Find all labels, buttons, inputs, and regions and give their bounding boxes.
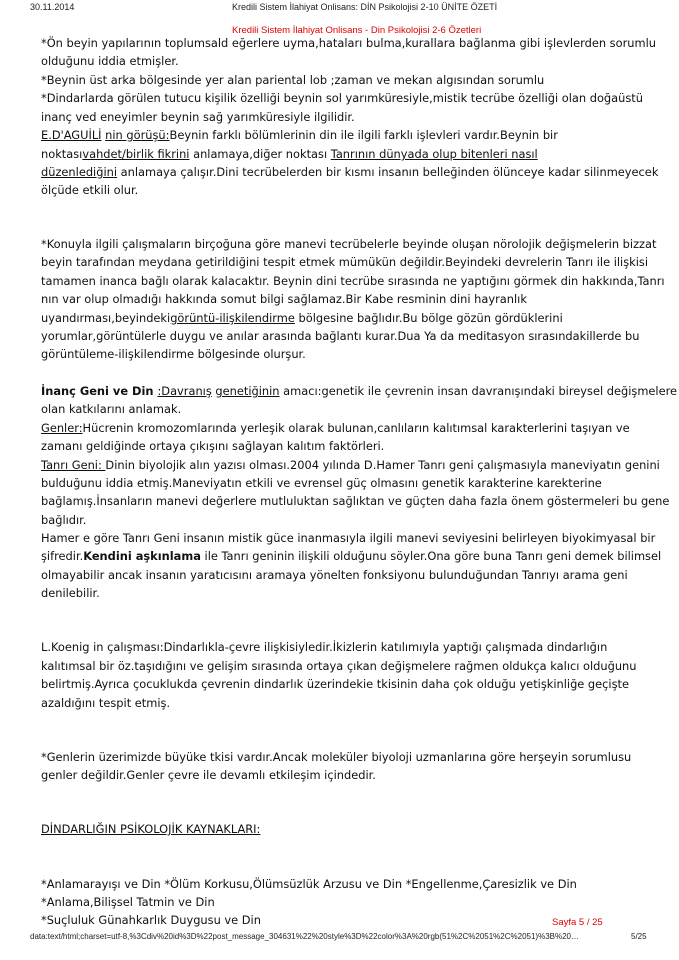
list-item: *Anlama,Bilişsel Tatmin ve Din xyxy=(41,895,215,909)
paragraph: E.D'AGUİLİ nin görüşü:Beynin farklı bölümlerinin din ile ilgili farklı işlevleri vardır.Beynin bir xyxy=(41,128,558,142)
paragraph: beyin tarafından meydana getirildiğini tespit etmek mümükün değildir.Beyindeki devrelerin Tanrı ile ilişkisi xyxy=(41,255,648,269)
paragraph: noktasıvahdet/birlik fikrini anlamaya,diğer noktası Tanrının dünyada olup bitenleri nasıl xyxy=(41,147,538,161)
paragraph: *Ön beyin yapılarının toplumsald eğerlere uyma,hataları bulma,kurallara bağlanma gibi işlevlerden sorumlu xyxy=(41,36,656,50)
paragraph: azaldığını tespit etmiş. xyxy=(41,696,171,710)
underlined-term: Genler: xyxy=(41,421,83,435)
print-page-count: 5/25 xyxy=(631,932,647,941)
section-heading: DİNDARLIĞIN PSİKOLOJİK KAYNAKLARI: xyxy=(41,822,261,836)
paragraph: L.Koenig in çalışması:Dindarlıkla-çevre ilişkisiyledir.İkizlerin katılımıyla yaptığı çalışmada dindarlığın xyxy=(41,640,608,654)
paragraph: görüntüleme-ilişkilendirme bölgesinde olurşur. xyxy=(41,347,306,361)
paragraph: nın var olup olmadığı hakkında somut bilgi sağlamaz.Bir Kabe resminin dini hayranlık xyxy=(41,292,527,306)
paragraph: bağlıdır. xyxy=(41,513,87,527)
page-number-label: Sayfa 5 / 25 xyxy=(552,917,603,928)
print-url: data:text/html;charset=utf-8,%3Cdiv%20id%3D%22post_message_304631%22%20style%3D%22color%3A%20rgb(51%2C%2051%2C%2051)%3B%20… xyxy=(30,932,579,941)
underlined-term: vahdet/birlik fikrini xyxy=(82,147,190,161)
paragraph: Tanrı Geni: Dinin biyolojik alın yazısı olması.2004 yılında D.Hamer Tanrı geni çalışmasıyla maneviyatın genini xyxy=(41,458,660,472)
paragraph: *Dindarlarda görülen tutucu kişilik özelliği beynin sol yarımküresiyle,mistik tecrübe özelliği olan doğaüstü xyxy=(41,91,643,105)
underlined-term: Tanrının dünyada olup bitenleri nasıl xyxy=(330,147,538,161)
paragraph: *Beynin üst arka bölgesinde yer alan pariental lob ;zaman ve mekan algısından sorumlu xyxy=(41,73,545,87)
section-title: İnanç Geni ve Din xyxy=(41,384,158,398)
paragraph: olan katkılarını anlamak. xyxy=(41,402,182,416)
paragraph: inanç ved eneyimler beynin sağ yarımküresiyle ilgilidir. xyxy=(41,110,355,124)
paragraph: yorumlar,görüntülerle duygu ve anılar arasında bağlantı kurar.Dua Ya da meditasyon sırasındakillerde bu xyxy=(41,329,640,343)
paragraph: denilebilir. xyxy=(41,586,100,600)
paragraph: uyandırması,beyindekigörüntü-ilişkilendirme bölgesine bağlıdır.Bu bölge gözün gördüklerini xyxy=(41,311,563,325)
paragraph: genler değildir.Genler çevre ile devamlı etkileşim içindedir. xyxy=(41,768,376,782)
paragraph: İnanç Geni ve Din :Davranış genetiğinin amacı:genetik ile çevrenin insan davranışındaki bireysel değişmelere xyxy=(41,384,678,398)
paragraph: belirtmiş.Ayrıca çocuklukda çevrenin dindarlık üzerindekie tkisinin daha çok olduğu yetişkinliğe geçişte xyxy=(41,677,629,691)
underlined-term: nin görüşü: xyxy=(105,128,170,142)
underlined-term: düzenlediğini xyxy=(41,165,118,179)
paragraph: bulduğunu iddia etmiş.Maneviyatın etkili ve evrensel güç olmasını genetik karakterine karekterine xyxy=(41,476,602,490)
print-title: Kredili Sistem İlahiyat Onlisans: DİN Psikolojisi 2-10 ÜNİTE ÖZETİ xyxy=(232,2,498,12)
paragraph: Genler:Hücrenin kromozomlarında yerleşik olarak bulunan,canlıların kalıtımsal karakterlerini taşıyan ve xyxy=(41,421,630,435)
paragraph: düzenlediğini anlamaya çalışır.Dini tecrübelerden bir kısmı insanın belleğinden ölünceye kadar silinmeyecek xyxy=(41,165,659,179)
paragraph: Hamer e göre Tanrı Geni insanın mistik güce inanmasıyla ilgili manevi seviyesini belirleyen biyokimyasal bir xyxy=(41,531,656,545)
watermark-title: Kredili Sistem İlahiyat Onlisans - Din Psikolojisi 2-6 Özetleri xyxy=(232,25,482,36)
print-date: 30.11.2014 xyxy=(30,2,75,12)
paragraph: ölçüde etkili olur. xyxy=(41,183,139,197)
paragraph: kalıtımsal bir öz.taşıdığını ve gelişim sırasında ortaya çıkan değişmelere rağmen oldukça kalıcı olduğunu xyxy=(41,659,637,673)
paragraph: olmayabilir ancak insanın yaratıcısını aramaya yönelten fonksiyonu bulunduğundan Tanrıyı arama geni xyxy=(41,568,628,582)
list-item: *Suçluluk Günahkarlık Duygusu ve Din xyxy=(41,913,261,927)
paragraph: bağlamış.İnsanların manevi değerlere mutluluktan sağlıktan ve güçten daha fazla önem göstermeleri bu gene xyxy=(41,494,670,508)
bold-term: Kendini aşkınlama xyxy=(83,549,201,563)
paragraph: olduğunu iddia etmişler. xyxy=(41,54,179,68)
paragraph: *Genlerin üzerimizde büyüke tkisi vardır.Ancak moleküler biyoloji uzmanlarına göre herşeyin sorumlusu xyxy=(41,750,632,764)
underlined-term: Tanrı Geni: xyxy=(41,458,106,472)
paragraph: şifredir.Kendini aşkınlama ile Tanrı geninin ilişkili olduğunu söyler.Ona göre buna Tanrı geni demek bilimsel xyxy=(41,549,662,563)
paragraph: *Konuyla ilgili çalışmaların birçoğuna göre manevi tecrübelerle beyinde oluşan nörolojik değişmelerin bizzat xyxy=(41,237,657,251)
list-item: *Anlamarayışı ve Din *Ölüm Korkusu,Ölümsüzlük Arzusu ve Din *Engellenme,Çaresizlik ve Din xyxy=(41,877,577,891)
author-name: E.D'AGUİLİ xyxy=(41,128,102,142)
underlined-term: :Davranış xyxy=(157,384,212,398)
underlined-term: görüntü-ilişkilendirme xyxy=(170,311,295,325)
underlined-term: genetiğinin xyxy=(215,384,280,398)
paragraph: zamanı geldiğinde ortaya çıkışını sağlayan kalıtım faktörleri. xyxy=(41,439,385,453)
paragraph: tamamen inanca bağlı olarak kalacaktır. Beynin dini tecrübe sırasında ne yaptığını görmek din hakkında,Tanrı xyxy=(41,274,665,288)
